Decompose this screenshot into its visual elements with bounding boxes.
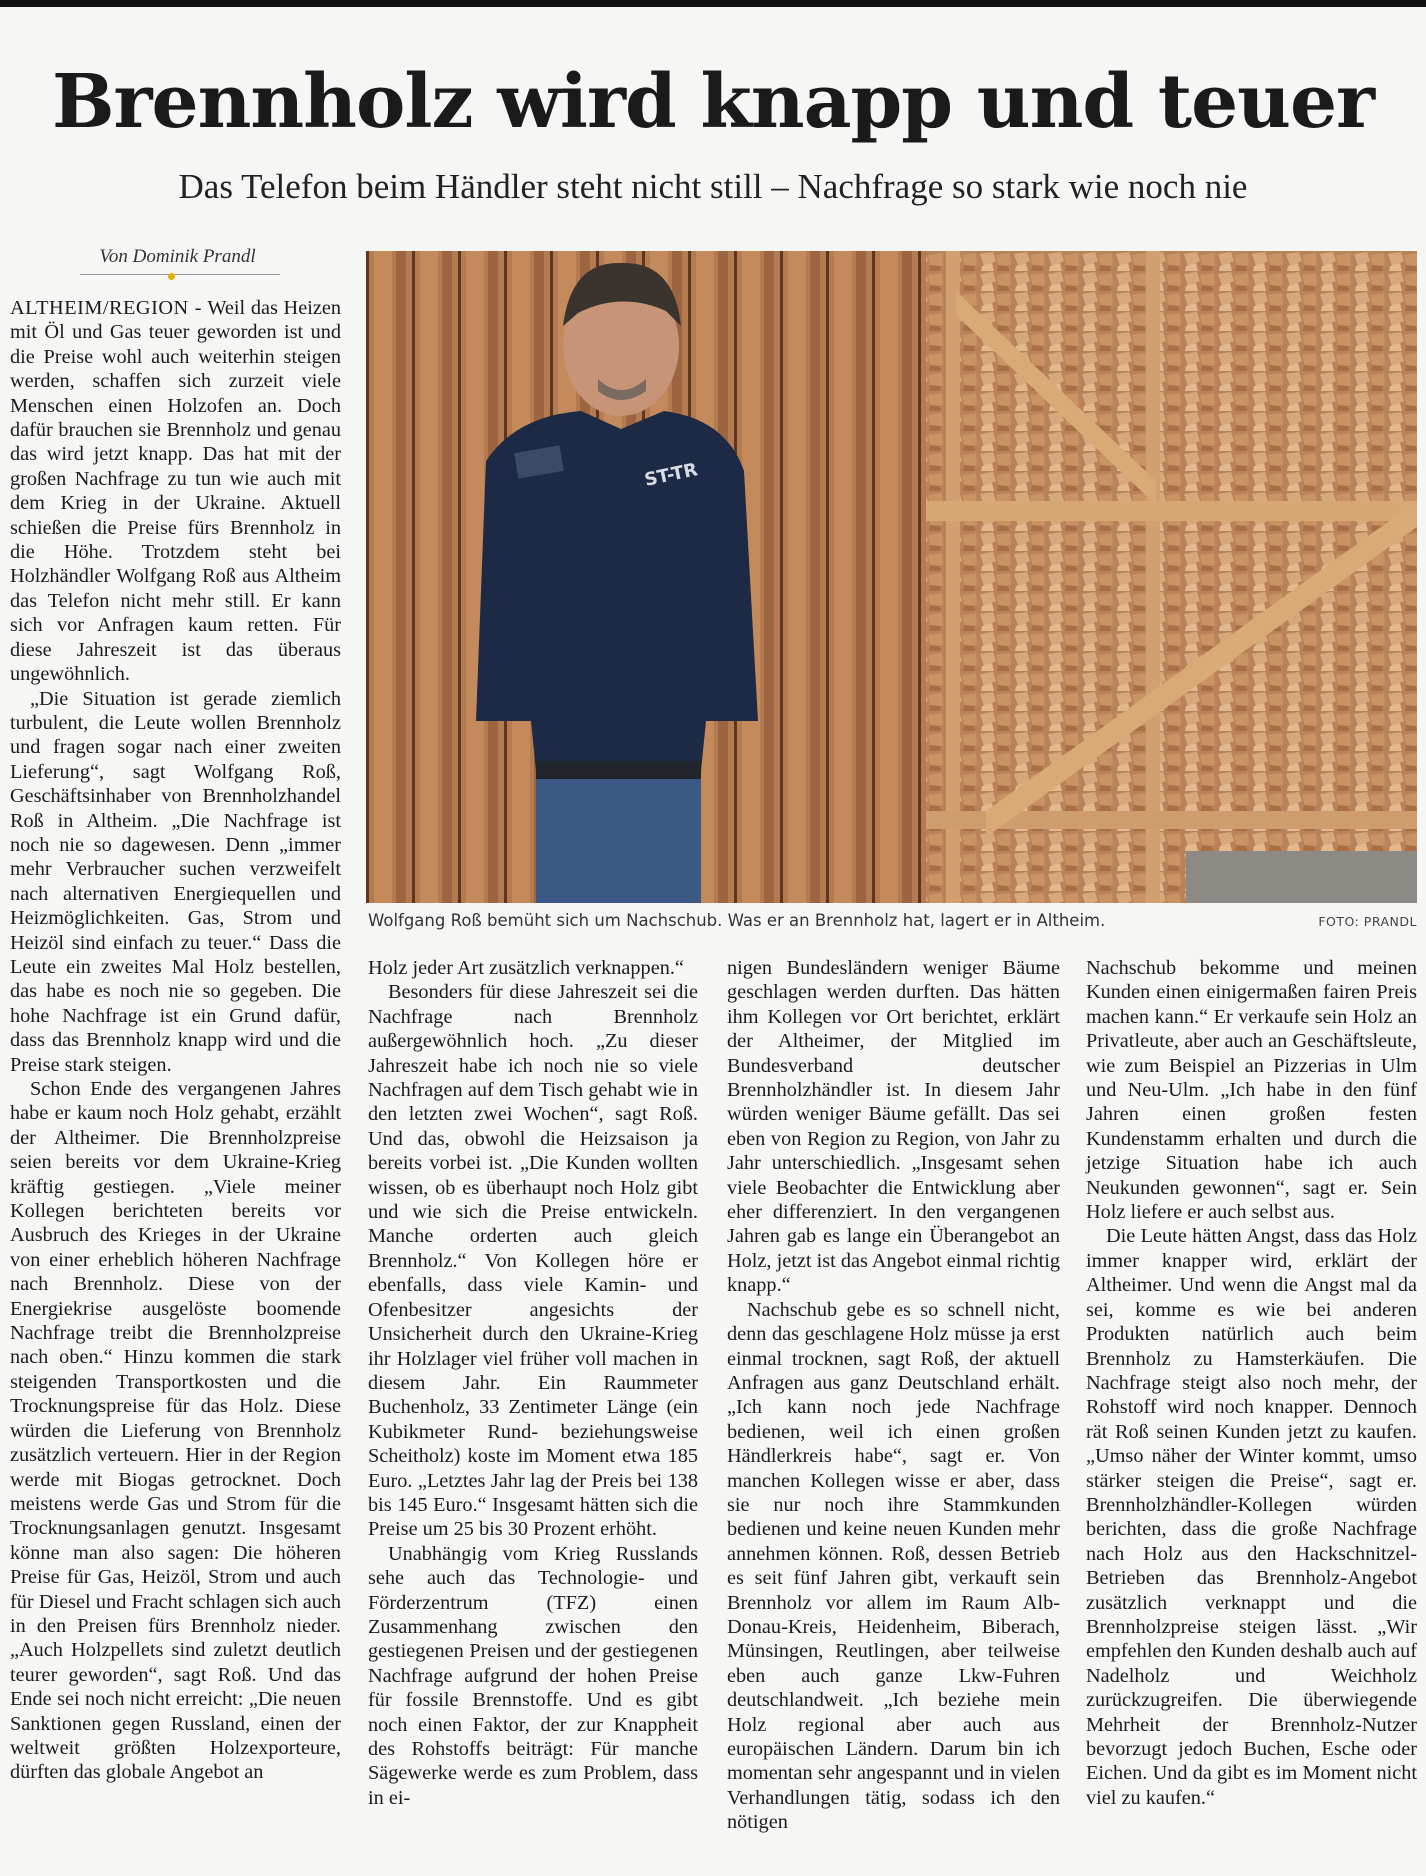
paragraph: Holz jeder Art zusätzlich verknappen.“ (368, 957, 684, 979)
paragraph: Schon Ende des vergangenen Jahres habe er kaum noch Holz gehabt, erzählt der Altheimer. Die Brennholzpreise seien bereits vor dem Ukraine-Krieg kräftig gestiegen. „Viele meiner Kollegen berichteten bereits vor Ausbruch des Krieges in der Ukraine von einer erheblich höheren Nachfrage nach Brennholz. Diese von der Energiekrise ausgelöste boomende Nachfrage treibt die Brennholzpreise nach oben.“ Hinzu kommen die stark steigenden Transportkosten und die Trocknungspreise für das Holz. Diese würden die Lieferung von Brennholz zusätzlich verteuern. Hier in der Region werde mit Biogas getrocknet. Doch meistens werde Gas und Strom für die Trocknungsanlagen genutzt. Insgesamt könne man also sagen: Die höheren Preise für Gas, Heizöl, Strom und auch für Diesel und Fracht schlagen sich auch in den Preisen fürs Brennholz nieder. „Auch Holzpellets sind zuletzt deutlich teurer geworden“, sagt Roß. Und das Ende sei noch nicht erreicht: „Die neuen Sanktionen gegen Russland, einen der weltweit größten Holzexporteure, dürften das globale Angebot an (10, 1078, 341, 1784)
photo-credit: FOTO: PRANDL (1318, 914, 1417, 929)
article-column-1 (10, 296, 341, 1856)
dateline: ALTHEIM/REGION - (10, 297, 203, 319)
paragraph: Besonders für diese Jahreszeit sei die Nachfrage nach Brennholz außergewöhnlich hoch. „Zu dieser Jahreszeit habe ich noch nie so viele Nachfragen auf dem Tisch gehabt wie in den letzten zwei Wochen“, sagt Roß. Und das, obwohl die Heizsaison ja bereits vorbei ist. „Die Kunden wollten wissen, ob es überhaupt noch Holz gibt und wie sich die Preise entwickeln. Manche orderten auch gleich Brennholz.“ Von Kollegen höre er ebenfalls, dass viele Kamin- und Ofenbesitzer angesichts der Unsicherheit durch den Ukraine-Krieg ihr Holzlager viel früher voll machen in diesem Jahr. Ein Raummeter Buchenholz, 33 Zentimeter Länge (ein Kubikmeter Rund- beziehungsweise Scheitholz) koste im Moment etwa 185 Euro. „Letztes Jahr lag der Preis bei 138 bis 145 Euro.“ Insgesamt hätten sich die Preise um 25 bis 30 Prozent erhöht. (368, 981, 698, 1541)
paragraph: „Die Situation ist gerade ziemlich turbulent, die Leute wollen Brennholz und fragen sogar nach einer zweiten Lieferung“, sagt Wolfgang Roß, Geschäftsinhaber von Brennholzhandel Roß in Altheim. „Die Nachfrage ist noch nie so dagewesen. Denn „immer mehr Verbraucher suchen verzweifelt nach alternativen Energiequellen und Heizmöglichkeiten. Gas, Strom und Heizöl sind einfach zu teuer.“ Dass die Leute ein zweites Mal Holz bestellen, das habe es noch nie so gegeben. Die hohe Nachfrage ist ein Grund dafür, dass das Brennholz knapp wird und die Preise stark steigen. (10, 687, 341, 1076)
paragraph: Unabhängig vom Krieg Russlands sehe auch das Technologie- und Förderzentrum (TFZ) einen Zusammenhang zwischen den gestiegenen Preisen und der gestiegenen Nachfrage aufgrund der hohen Preise für fossile Brennstoffe. Und es gibt noch einen Faktor, der zur Knappheit des Rohstoffs beiträgt: Für manche Sägewerke werde es zum Problem, dass in ei- (368, 1542, 698, 1809)
shirt-print: ST-TR (642, 459, 700, 491)
byline-dot-icon (168, 273, 175, 280)
top-rule (0, 0, 1426, 7)
paragraph: Die Leute hätten Angst, dass das Holz immer knapper wird, erklärt der Altheimer. Und wenn die Angst mal da sei, komme es wie bei anderen Produkten natürlich auch beim Brennholz zu Hamsterkäufen. Die Nachfrage steigt also noch mehr, der Rohstoff wird noch knapper. Dennoch rät Roß seinen Kunden jetzt zu kaufen. „Umso näher der Winter kommt, umso stärker steigen die Preise“, sagt er. Brennholzhändler-Kollegen würden berichten, dass die große Nachfrage nach Holz aus den Hackschnitzel-Betrieben das Brennholz-Angebot zusätzlich verknappt und die Brennholzpreise steigen lässt. „Wir empfehlen den Kunden deshalb auch auf Nadelholz und Weichholz zurückzugreifen. Die überwiegende Mehrheit der Brennholz-Nutzer bevorzugt jedoch Buchen, Esche oder Eichen. Und da gibt es im Moment nicht viel zu kaufen.“ (1086, 1225, 1417, 1809)
paragraph: Nachschub bekomme und meinen Kunden einen einigermaßen fairen Preis machen kann.“ Er verkaufe sein Holz an Privatleute, aber auch an Geschäftsleute, wie zum Beispiel an Pizzerias in Ulm und Neu-Ulm. „Ich habe in den fünf Jahren einen großen festen Kundenstamm erhalten und durch die jetzige Situation habe ich auch Neukunden gewonnen“, sagt er. Sein Holz liefere er auch selbst aus. (1086, 957, 1417, 1224)
article-column-4 (1086, 956, 1417, 1856)
headline: Brennholz wird knapp und teuer (51, 59, 1375, 145)
photo-illustration (366, 251, 1417, 903)
photo-caption: Wolfgang Roß bemüht sich um Nachschub. Was er an Brennholz hat, lagert er in Altheim. (368, 911, 1106, 930)
article-photo (366, 251, 1417, 903)
paragraph: Nachschub gebe es so schnell nicht, denn das geschlagene Holz müsse ja erst einmal trocknen, sagt Roß, der aktuell Anfragen aus ganz Deutschland erhält. „Ich kann noch jede Nachfrage bedienen, weil ich einen großen Händlerkreis habe“, sagt er. Von manchen Kollegen wisse er aber, dass sie nur noch ihre Stammkunden bedienen und keine neuen Kunden mehr annehmen können. Roß, dessen Betrieb es seit fünf Jahren gibt, verkauft sein Brennholz vor allem im Raum Alb-Donau-Kreis, Heidenheim, Biberach, Münsingen, Reutlingen, aber teilweise eben auch ganze Lkw-Fuhren deutschlandweit. „Ich beziehe mein Holz regional aber auch aus europäischen Ländern. Darum bin ich momentan sehr angespannt und in vielen Verhandlungen tätig, sodass ich den nötigen (727, 1298, 1060, 1834)
byline-rule (80, 274, 280, 275)
article-column-3 (727, 956, 1060, 1856)
paragraph: nigen Bundesländern weniger Bäume geschlagen werden durften. Das hätten ihm Kollegen vor Ort berichtet, erklärt der Altheimer, der Mitglied im Bundesverband deutscher Brennholzhändler ist. In diesem Jahr würden weniger Bäume gefällt. Das sei eben von Region zu Region, von Jahr zu Jahr unterschiedlich. „Insgesamt sehen viele Beobachter die Entwicklung aber eher differenziert. In den vergangenen Jahren gab es lange ein Überangebot an Holz, jetzt ist das Angebot einmal richtig knapp.“ (727, 957, 1060, 1297)
article-column-2 (368, 956, 698, 1856)
byline: Von Dominik Prandl (99, 246, 256, 267)
paragraph (10, 296, 341, 687)
subheadline: Das Telefon beim Händler steht nicht still – Nachfrage so stark wie noch nie (178, 167, 1248, 206)
paragraph-text: Weil das Heizen mit Öl und Gas teuer geworden ist und die Preise wohl auch weiterhin steigen werden, schaffen sich zurzeit viele Menschen einen Holzofen an. Doch dafür brauchen sie Brennholz und genau das wird jetzt knapp. Das hat mit der großen Nachfrage zu tun wie auch mit dem Krieg in der Ukraine. Aktuell schießen die Preise fürs Brennholz in die Höhe. Trotzdem steht bei Holzhändler Wolfgang Roß aus Altheim das Telefon nicht mehr still. Er kann sich vor Anfragen kaum retten. Für diese Jahreszeit ist das überaus ungewöhnlich. (10, 297, 341, 686)
